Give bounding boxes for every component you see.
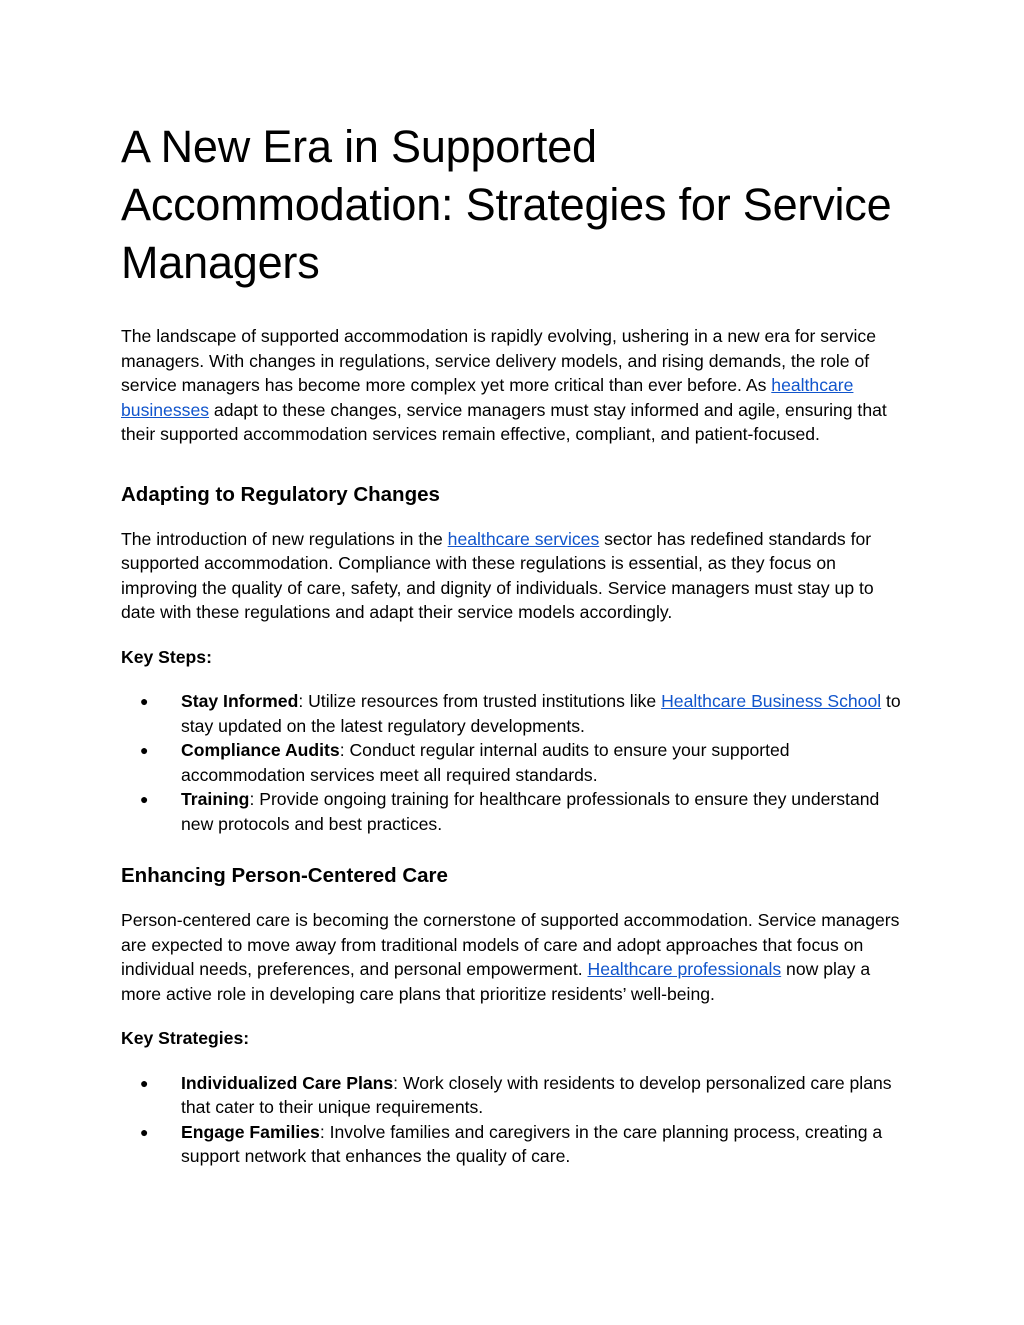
item-text: : Involve families and caregivers in the care planning process, creating a support network that enhances the quality of care. bbox=[181, 1121, 883, 1166]
item-text: : Utilize resources from trusted institutions like bbox=[298, 691, 662, 711]
item-bold-label: Engage Families bbox=[181, 1121, 320, 1142]
bullet-icon: ● bbox=[140, 1074, 149, 1091]
intro-text-start: The landscape of supported accommodation is rapidly evolving, ushering in a new era for service managers. With changes in regulations, service delivery models, and rising demands, the role of service managers has become more complex yet more critical than ever before. As bbox=[121, 326, 876, 395]
key-steps-list bbox=[121, 689, 911, 836]
item-text: : Work closely with residents to develop personalized care plans that cater to their unique requirements. bbox=[181, 1072, 892, 1117]
regulatory-paragraph bbox=[121, 527, 911, 625]
list-item bbox=[121, 689, 911, 738]
person-centered-text-start: Person-centered care is becoming the cornerstone of supported accommodation. Service managers are expected to move away from traditional models of care and adopt approaches that focus on individual needs, preferences, and personal empowerment. bbox=[121, 910, 900, 979]
key-steps-label: Key Steps: bbox=[121, 646, 212, 667]
bullet-icon: ● bbox=[140, 791, 149, 807]
document-page bbox=[121, 118, 911, 1169]
item-bold-label: Compliance Audits bbox=[181, 740, 340, 760]
person-centered-paragraph bbox=[121, 908, 911, 1006]
intro-text-end: adapt to these changes, service managers must stay informed and agile, ensuring that their supported accommodation services remain effective, compliant, and patient-focused. bbox=[121, 399, 887, 444]
item-text-end: to stay updated on the latest regulatory developments. bbox=[181, 691, 901, 736]
list-item bbox=[121, 1071, 911, 1120]
key-strategies-list bbox=[121, 1071, 911, 1169]
key-strategies-label: Key Strategies: bbox=[121, 1028, 250, 1048]
regulatory-text-end: sector has redefined standards for supported accommodation. Compliance with these regulations is essential, as they focus on improving the quality of care, safety, and dignity of individuals. Service managers must stay up to date with these regulations and adapt their service models accordingly. bbox=[121, 528, 874, 622]
intro-paragraph bbox=[121, 324, 911, 447]
item-bold-label: Stay Informed bbox=[181, 691, 299, 711]
person-centered-text-end: now play a more active role in developing care plans that prioritize residents’ well-being. bbox=[121, 959, 871, 1004]
item-text: : Conduct regular internal audits to ensure your supported accommodation services meet all required standards. bbox=[181, 740, 790, 785]
item-bold-label: Individualized Care Plans bbox=[181, 1072, 394, 1093]
list-item bbox=[121, 787, 911, 836]
healthcare-professionals-link[interactable]: Healthcare professionals bbox=[587, 959, 782, 979]
item-text: : Provide ongoing training for healthcare professionals to ensure they understand new protocols and best practices. bbox=[181, 789, 880, 834]
healthcare-business-school-link[interactable]: Healthcare Business School bbox=[661, 691, 882, 711]
bullet-icon: ● bbox=[140, 742, 149, 758]
section-heading-regulatory: Adapting to Regulatory Changes bbox=[121, 482, 440, 506]
list-item bbox=[121, 1120, 911, 1169]
regulatory-text-start: The introduction of new regulations in the bbox=[121, 528, 448, 549]
healthcare-businesses-link[interactable]: healthcare businesses bbox=[121, 375, 854, 420]
bullet-icon: ● bbox=[140, 1123, 149, 1140]
document-title: A New Era in Supported Accommodation: Strategies for Service Managers bbox=[121, 121, 892, 288]
item-bold-label: Training bbox=[181, 789, 250, 809]
bullet-icon: ● bbox=[140, 693, 149, 709]
healthcare-services-link[interactable]: healthcare services bbox=[447, 528, 600, 549]
list-item bbox=[121, 738, 911, 787]
section-heading-person-centered: Enhancing Person-Centered Care bbox=[121, 864, 448, 887]
